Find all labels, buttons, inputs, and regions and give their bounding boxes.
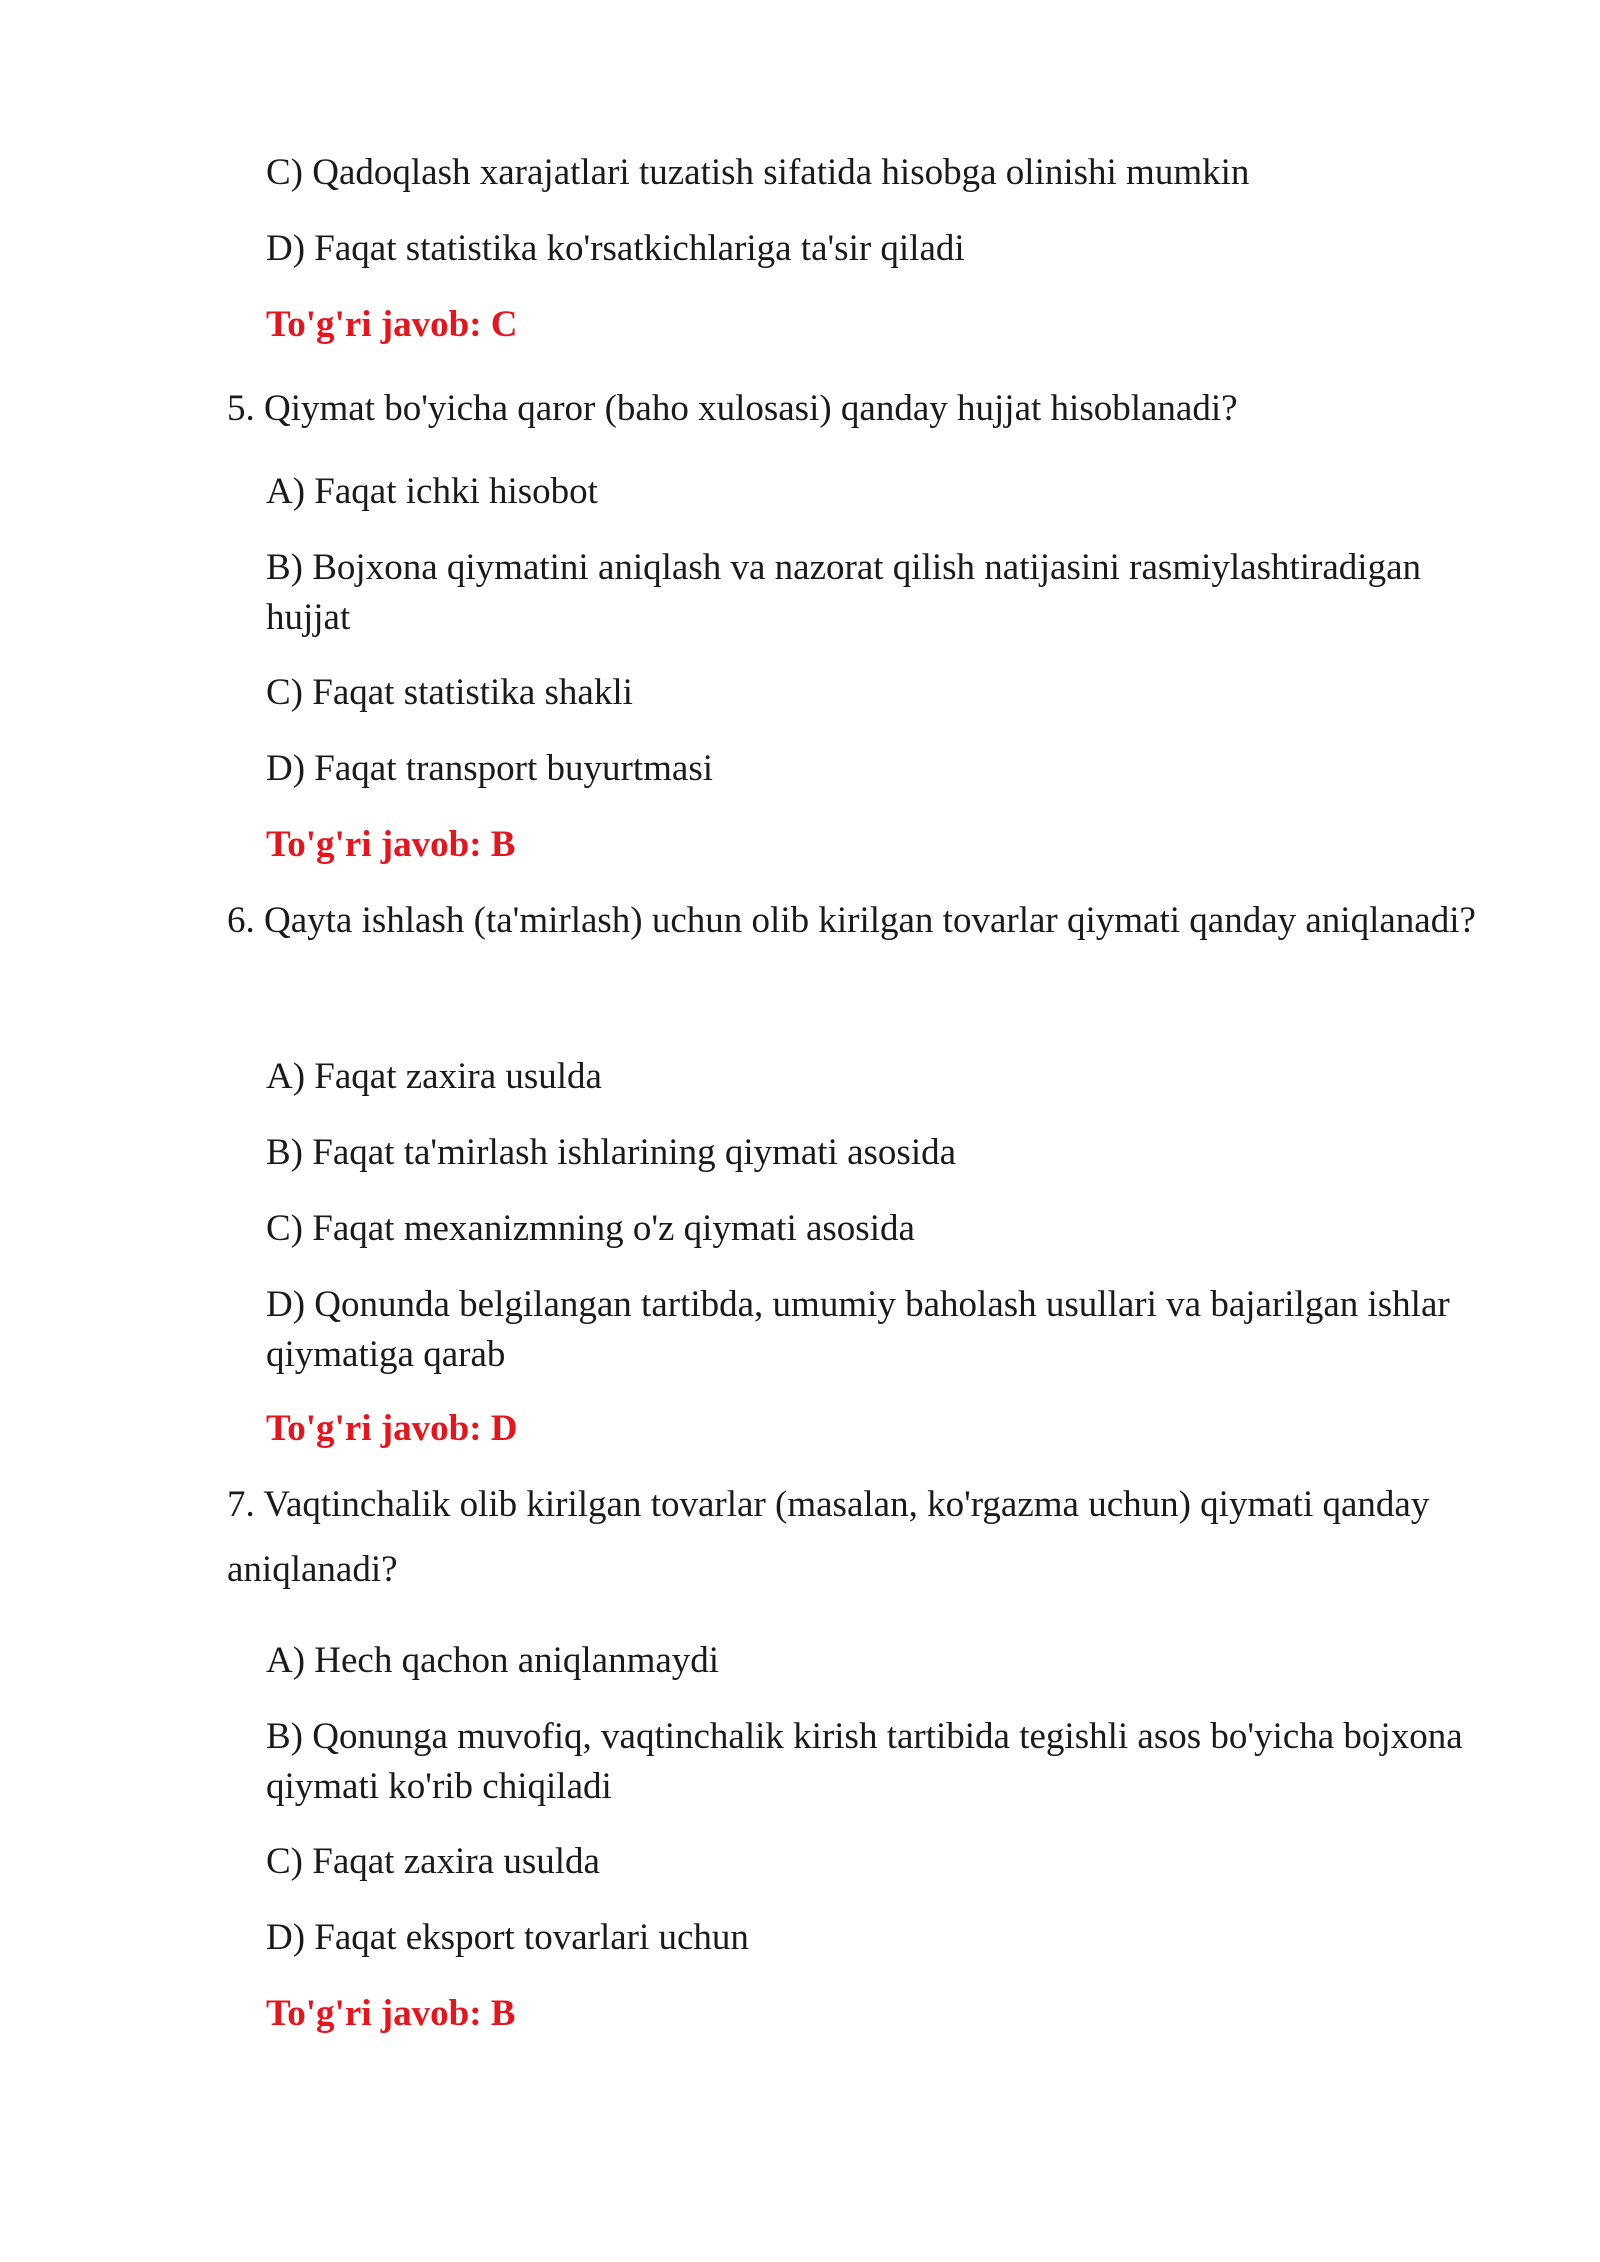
option-text: C) Faqat mexanizmning o'z qiymati asosida	[266, 1208, 915, 1249]
option-text: A) Faqat ichki hisobot	[266, 471, 598, 512]
option-text: D) Faqat eksport tovarlari uchun	[266, 1917, 749, 1958]
option-text: D) Faqat transport buyurtmasi	[266, 748, 713, 789]
option-text: C) Faqat statistika shakli	[266, 672, 633, 713]
correct-answer: To'g'ri javob: B	[266, 1993, 516, 2034]
option-text: C) Faqat zaxira usulda	[266, 1841, 600, 1882]
option-text: B) Bojxona qiymatini aniqlash va nazorat qilish natijasini rasmiylashtiradigan hujjat	[266, 547, 1421, 638]
correct-answer: To'g'ri javob: B	[266, 824, 516, 865]
option-text: D) Qonunda belgilangan tartibda, umumiy baholash usullari va bajarilgan ishlar qiymatiga qarab	[266, 1284, 1450, 1375]
question-text: 6. Qayta ishlash (ta'mirlash) uchun olib kirilgan tovarlar qiymati qanday aniqlanadi?	[227, 900, 1476, 941]
question-text: 5. Qiymat bo'yicha qaror (baho xulosasi) qanday hujjat hisoblanadi?	[227, 388, 1238, 429]
correct-answer: To'g'ri javob: D	[266, 1408, 518, 1449]
option-text: A) Faqat zaxira usulda	[266, 1056, 602, 1097]
option-text: C) Qadoqlash xarajatlari tuzatish sifatida hisobga olinishi mumkin	[266, 152, 1250, 193]
question-text: 7. Vaqtinchalik olib kirilgan tovarlar (masalan, ko'rgazma uchun) qiymati qanday aniqlanadi?	[227, 1484, 1430, 1590]
correct-answer: To'g'ri javob: C	[266, 304, 518, 345]
option-text: B) Qonunga muvofiq, vaqtinchalik kirish tartibida tegishli asos bo'yicha bojxona qiymati ko'rib chiqiladi	[266, 1716, 1463, 1807]
option-text: D) Faqat statistika ko'rsatkichlariga ta'sir qiladi	[266, 228, 965, 269]
option-text: A) Hech qachon aniqlanmaydi	[266, 1640, 720, 1681]
option-text: B) Faqat ta'mirlash ishlarining qiymati asosida	[266, 1132, 957, 1173]
